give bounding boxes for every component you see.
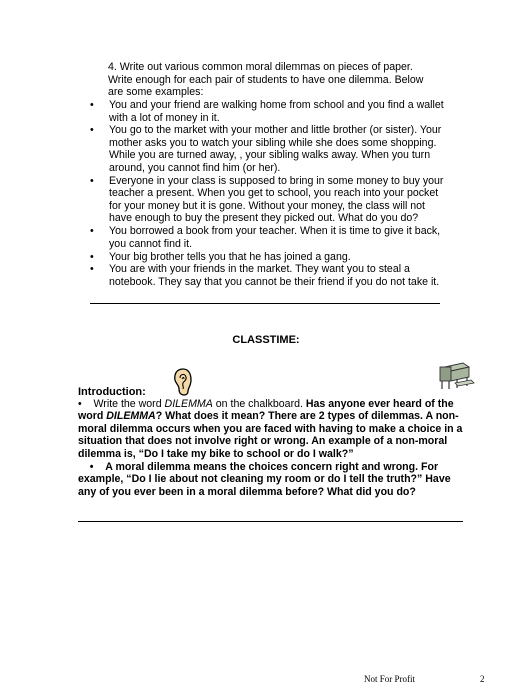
bullet-icon: • (90, 124, 94, 137)
bullet-icon: • (78, 398, 82, 410)
bullet-icon: • (90, 250, 94, 263)
intro-explanation: ? What does it mean? There are 2 types of dilemmas. A non-moral dilemma occurs when you are faced with having to make a choice in a situation that does not involve right or wrong. An example of a non-moral dilemma is, “Do I take my bike to school or do I walk?” (78, 410, 463, 460)
intro-paragraph-2 (78, 461, 468, 498)
introduction-label: Introduction: (78, 386, 146, 398)
list-item (90, 263, 450, 288)
example-text: You go to the market with your mother and little brother (or sister). Your mother asks you to watch your sibling while she does some shopping. While you are turned away, , your sibling walks away. When you turn around, you cannot find him (or her). (109, 124, 442, 174)
bullet-icon: • (90, 174, 94, 187)
list-item (90, 124, 450, 174)
example-text: You and your friend are walking home from school and you find a wallet with a lot of money in it. (109, 99, 444, 124)
section-divider (90, 303, 440, 304)
list-item (90, 99, 450, 124)
list-item (90, 175, 450, 225)
dilemma-examples-list (90, 99, 450, 289)
classtime-heading: CLASSTIME: (232, 334, 300, 346)
page-number: 2 (480, 674, 485, 684)
footer-label: Not For Profit (364, 674, 416, 684)
school-desk-icon (437, 361, 475, 391)
example-text: You borrowed a book from your teacher. When it is time to give it back, you cannot find it. (109, 225, 441, 250)
section-divider (78, 521, 463, 522)
intro-text: Write the word (93, 398, 165, 410)
ear-icon (172, 367, 194, 397)
dilemma-word: DILEMMA (164, 398, 213, 410)
list-item (90, 251, 450, 264)
example-text: Your big brother tells you that he has joined a gang. (109, 250, 351, 263)
example-text: Everyone in your class is supposed to bring in some money to buy your teacher a present. When you get to school, you reach into your pocket for your money but it is gone. Without your money, the class will not have enough to buy the present they picked out. What do you do? (109, 174, 444, 225)
intro-paragraph-1 (78, 398, 468, 460)
activity-step-4: 4. Write out various common moral dilemmas on pieces of paper. Write enough for each pair of students to have one dilemma. Below are some examples: (108, 61, 424, 98)
dilemma-word: DILEMMA (106, 410, 156, 423)
bullet-icon: • (90, 225, 94, 238)
bullet-icon: • (90, 263, 94, 276)
example-text: You are with your friends in the market. They want you to steal a notebook. They say that you cannot be their friend if you do not take it. (109, 263, 440, 288)
list-item (90, 225, 450, 250)
bullet-icon: • (90, 99, 94, 111)
intro-question: Has anyone ever heard of the word (78, 398, 454, 423)
bullet-icon: • (89, 461, 94, 474)
intro-text: A moral dilemma means the choices concern right and wrong. For example, “Do I lie about not cleaning my room or do I tell the truth?” Have any of you ever been in a moral dilemma before? What did you do? (78, 461, 451, 498)
intro-text: on the chalkboard. (212, 398, 306, 410)
introduction-body (78, 398, 468, 498)
